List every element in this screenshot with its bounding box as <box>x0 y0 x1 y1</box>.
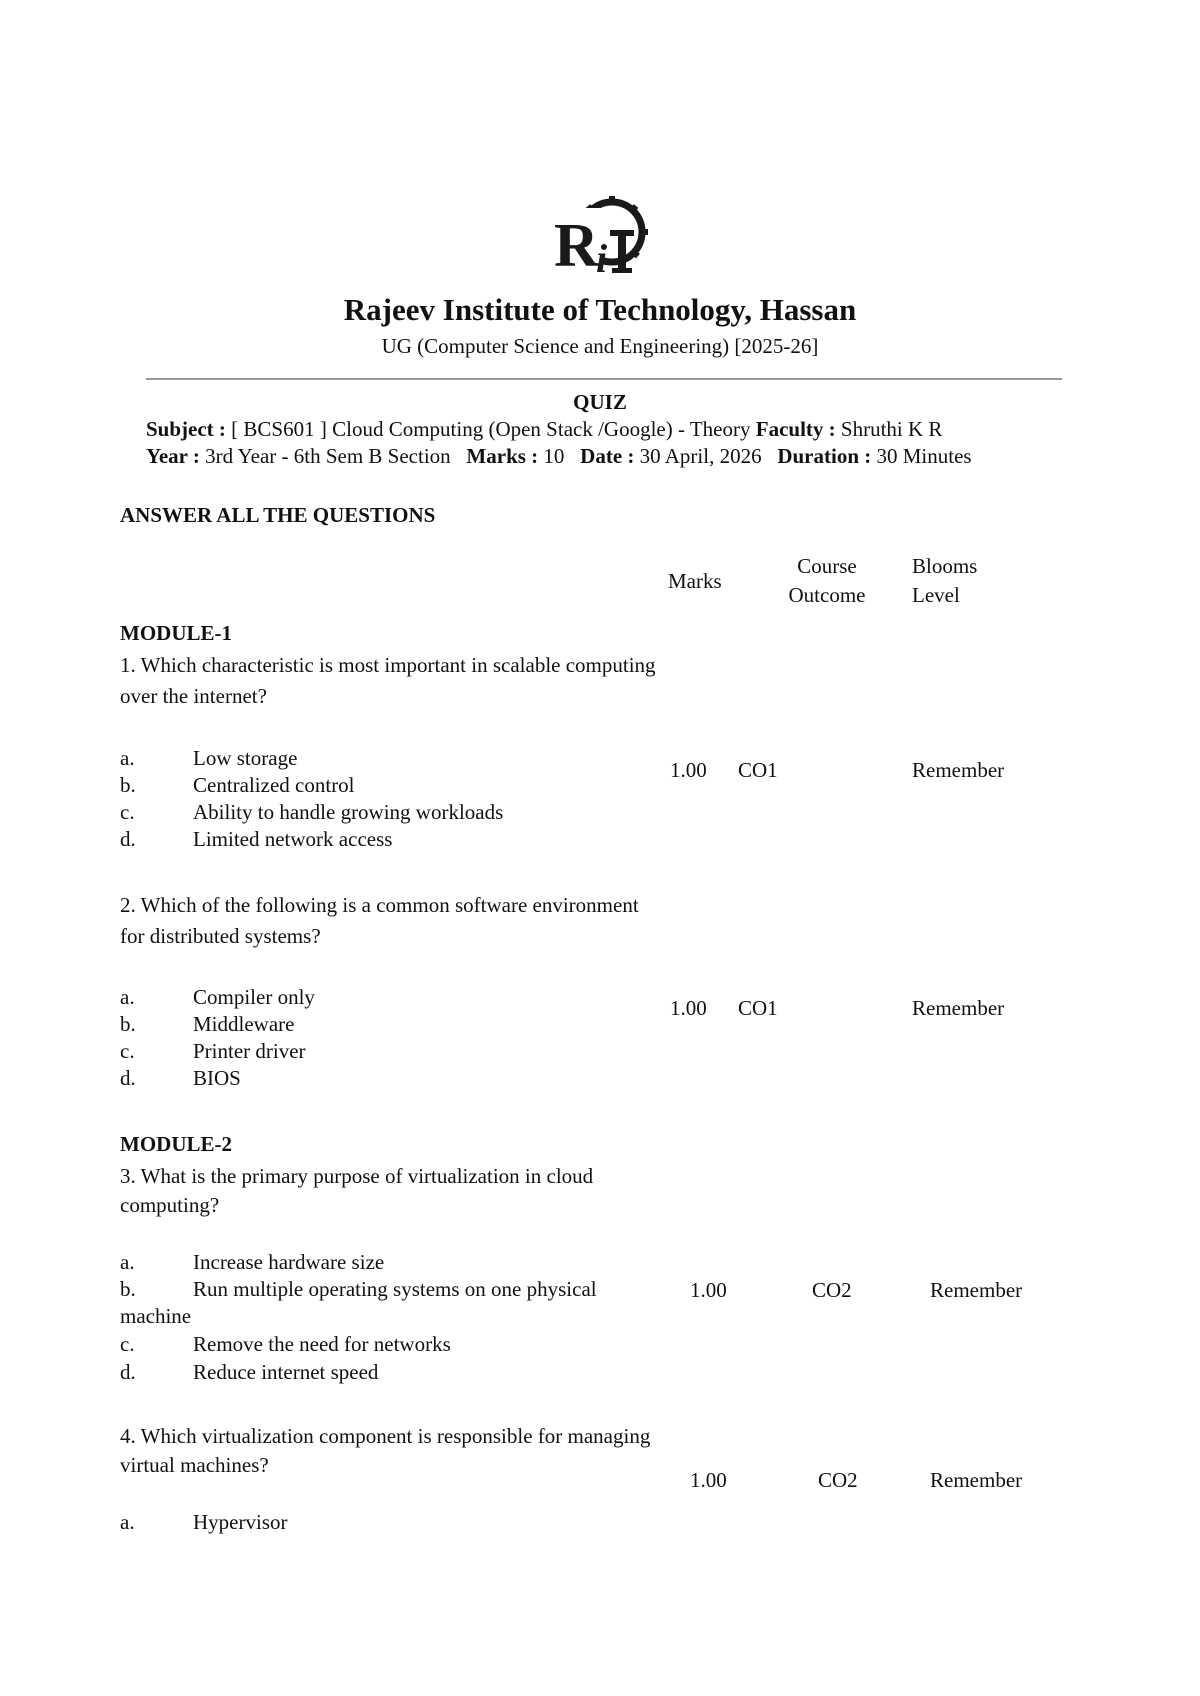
option-text: Limited network access <box>193 827 393 851</box>
option-label: c. <box>120 1039 135 1063</box>
column-bl-line2: Level <box>912 583 960 607</box>
question-options <box>0 985 700 1115</box>
option-label: b. <box>120 1012 136 1036</box>
question-text: 4. Which virtualization component is responsible for managing virtual machines? <box>120 1424 651 1477</box>
svg-text:R: R <box>554 212 599 280</box>
column-blooms-level <box>912 552 977 610</box>
subject-label: Subject : <box>146 417 226 441</box>
duration-value: 30 Minutes <box>876 444 972 468</box>
option-label: a. <box>120 1510 135 1534</box>
question-text: 3. What is the primary purpose of virtualization in cloud computing? <box>120 1164 594 1217</box>
option-text: Low storage <box>193 746 298 770</box>
option-text: Middleware <box>193 1012 295 1036</box>
year-line <box>146 444 972 469</box>
column-course-outcome <box>772 552 882 610</box>
date-label: Date : <box>580 444 635 468</box>
option-text: Remove the need for networks <box>193 1332 451 1356</box>
question-options <box>0 1250 700 1400</box>
module-heading: MODULE-1 <box>120 621 232 645</box>
option-text: Run multiple operating systems on one physical <box>193 1277 597 1301</box>
option-label: a. <box>120 1250 135 1274</box>
option-text: Hypervisor <box>193 1510 288 1534</box>
quiz-title: QUIZ <box>573 390 627 414</box>
year-value: 3rd Year - 6th Sem B Section <box>205 444 451 468</box>
year-label: Year : <box>146 444 200 468</box>
question-marks: 1.00 <box>670 996 707 1020</box>
header-divider <box>146 378 1062 380</box>
question-blooms-level: Remember <box>930 1468 1023 1492</box>
option-text: Ability to handle growing workloads <box>193 800 504 824</box>
faculty-value: Shruthi K R <box>840 417 943 441</box>
duration-label: Duration : <box>777 444 872 468</box>
marks-value: 10 <box>543 444 565 468</box>
option-label: b. <box>120 1277 136 1301</box>
subject-value: [ BCS601 ] Cloud Computing (Open Stack /Google) - Theory <box>231 417 751 441</box>
option-text: Increase hardware size <box>193 1250 385 1274</box>
option-text: Reduce internet speed <box>193 1360 379 1384</box>
question-course-outcome: CO2 <box>812 1278 852 1302</box>
rit-logo-icon <box>552 196 652 280</box>
instruction-heading: ANSWER ALL THE QUESTIONS <box>120 503 436 527</box>
column-co-line1: Course <box>797 554 857 578</box>
question-blooms-level: Remember <box>912 996 1005 1020</box>
institute-name: Rajeev Institute of Technology, Hassan <box>343 292 857 327</box>
option-label: c. <box>120 800 135 824</box>
question-blooms-level: Remember <box>930 1278 1023 1302</box>
option-label: d. <box>120 1360 136 1384</box>
question-text: 2. Which of the following is a common software environment for distributed systems? <box>120 893 639 948</box>
column-co-line2: Outcome <box>788 583 866 607</box>
option-text: Printer driver <box>193 1039 306 1063</box>
option-text: Compiler only <box>193 985 315 1009</box>
question-options <box>0 746 700 876</box>
marks-label: Marks : <box>466 444 539 468</box>
question-course-outcome: CO2 <box>818 1468 858 1492</box>
question-marks: 1.00 <box>670 758 707 782</box>
option-label: d. <box>120 827 136 851</box>
svg-text:i: i <box>596 236 608 280</box>
question-marks: 1.00 <box>690 1278 727 1302</box>
column-marks: Marks <box>668 569 722 593</box>
question-course-outcome: CO1 <box>738 996 778 1020</box>
date-value: 30 April, 2026 <box>639 444 762 468</box>
subject-line <box>146 417 942 442</box>
question-marks: 1.00 <box>690 1468 727 1492</box>
option-label: b. <box>120 773 136 797</box>
faculty-label: Faculty : <box>755 417 836 441</box>
column-bl-line1: Blooms <box>912 554 978 578</box>
question-text: 1. Which characteristic is most important in scalable computing over the internet? <box>120 653 656 708</box>
option-text: BIOS <box>193 1066 241 1090</box>
option-label: a. <box>120 985 135 1009</box>
option-label: a. <box>120 746 135 770</box>
module-heading: MODULE-2 <box>120 1132 232 1156</box>
option-label: c. <box>120 1332 135 1356</box>
question-blooms-level: Remember <box>912 758 1005 782</box>
option-text: Centralized control <box>193 773 355 797</box>
question-course-outcome: CO1 <box>738 758 778 782</box>
question-options <box>0 1510 700 1540</box>
option-text-wrap: machine <box>120 1304 192 1328</box>
option-label: d. <box>120 1066 136 1090</box>
program-line: UG (Computer Science and Engineering) [2025-26] <box>381 334 819 358</box>
